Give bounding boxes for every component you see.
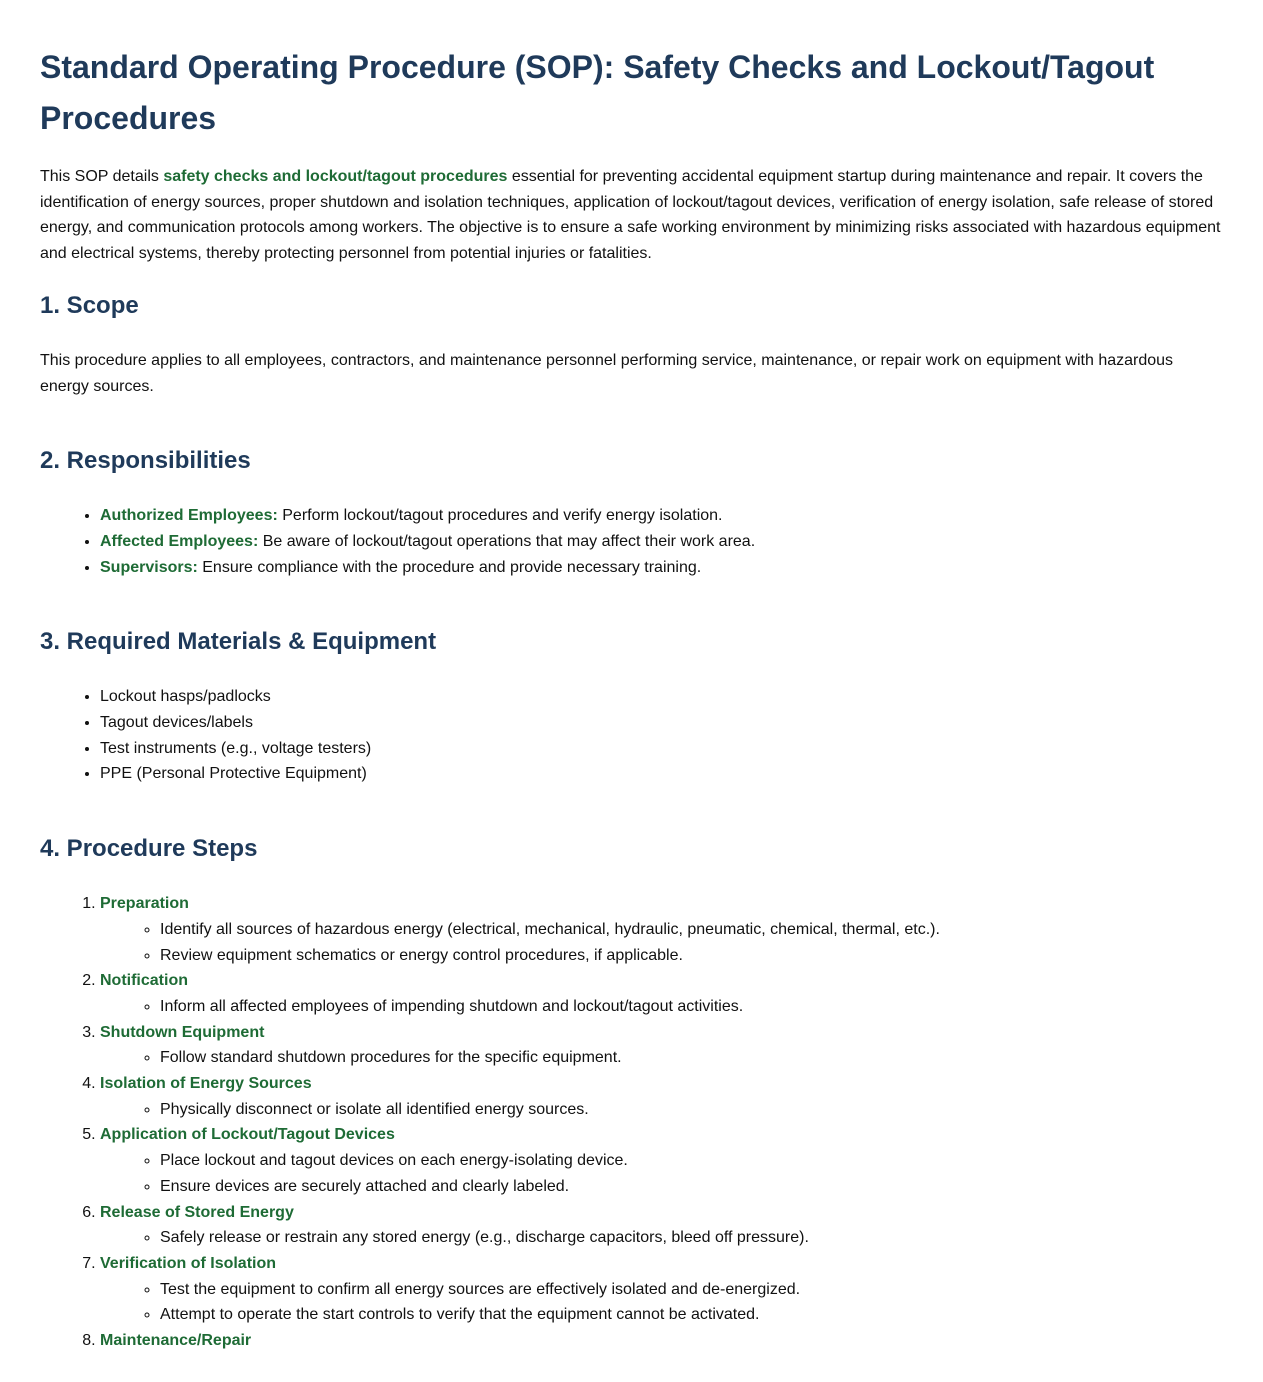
list-item: • Lockout hasps/padlocks	[100, 684, 1223, 710]
step-title: Verification of Isolation	[100, 1254, 277, 1272]
step-title: Maintenance/Repair	[100, 1332, 252, 1350]
substep-item: ◦ Ensure devices are securely attached and clearly labeled.	[160, 1174, 1223, 1200]
substep-item: ◦ Physically disconnect or isolate all identified energy sources.	[160, 1097, 1223, 1123]
intro-paragraph	[40, 164, 1223, 267]
substep-item: ◦ Review equipment schematics or energy control procedures, if applicable.	[160, 943, 1223, 969]
procedure-step	[100, 968, 1223, 1019]
substep-item: ◦ Follow standard shutdown procedures for the specific equipment.	[160, 1045, 1223, 1071]
step-title: Shutdown Equipment	[100, 1023, 265, 1041]
responsibilities-heading: 2. Responsibilities	[40, 447, 251, 475]
role-label: Authorized Employees:	[100, 507, 278, 525]
substep-item: ◦ Identify all sources of hazardous energy (electrical, mechanical, hydraulic, pneumatic, chemical, thermal, etc.).	[160, 917, 1223, 943]
step-title: Application of Lockout/Tagout Devices	[100, 1126, 395, 1144]
list-item: • Tagout devices/labels	[100, 710, 1223, 736]
step-title: Notification	[100, 972, 188, 990]
step-substeps	[100, 994, 1223, 1020]
step-substeps	[100, 1277, 1223, 1328]
intro-text-after: essential for preventing accidental equipment startup during maintenance and repair. It covers the identification of energy sources, proper shutdown and isolation techniques, application of lockout/tagout devices, verification of energy isolation, safe release of stored energy, and communication protocols among workers. The objective is to ensure a safe working environment by minimizing risks associated with hazardous equipment and electrical systems, thereby protecting personnel from potential injuries or fatalities.	[40, 168, 1221, 263]
procedure-heading: 4. Procedure Steps	[40, 835, 258, 863]
substep-item: ◦ Inform all affected employees of impending shutdown and lockout/tagout activities.	[160, 994, 1223, 1020]
procedure-step	[100, 1328, 1223, 1354]
scope-text: This procedure applies to all employees, contractors, and maintenance personnel performing service, maintenance, or repair work on equipment with hazardous energy sources.	[40, 351, 1174, 395]
role-label: Affected Employees:	[100, 532, 259, 550]
step-substeps	[100, 1097, 1223, 1123]
intro-highlight: safety checks and lockout/tagout procedures	[163, 168, 508, 185]
step-substeps	[100, 1148, 1223, 1199]
materials-heading: 3. Required Materials & Equipment	[40, 628, 437, 656]
materials-list	[40, 684, 1223, 787]
list-item: • Test instruments (e.g., voltage testers)	[100, 736, 1223, 762]
list-item	[100, 529, 1223, 555]
role-text: Perform lockout/tagout procedures and verify energy isolation.	[277, 507, 723, 525]
responsibilities-list	[40, 503, 1223, 580]
step-title: Isolation of Energy Sources	[100, 1075, 312, 1093]
procedure-step	[100, 1122, 1223, 1199]
role-text: Ensure compliance with the procedure and provide necessary training.	[197, 558, 702, 576]
substep-item: ◦ Place lockout and tagout devices on each energy-isolating device.	[160, 1148, 1223, 1174]
procedure-step	[100, 1200, 1223, 1251]
procedure-step	[100, 1251, 1223, 1328]
page-title: Standard Operating Procedure (SOP): Safety Checks and Lockout/Tagout Procedures	[40, 49, 1155, 136]
list-item: • PPE (Personal Protective Equipment)	[100, 761, 1223, 787]
scope-heading: 1. Scope	[40, 291, 139, 319]
procedure-step	[100, 1020, 1223, 1071]
step-substeps	[100, 917, 1223, 968]
step-title: Release of Stored Energy	[100, 1203, 294, 1221]
procedure-step	[100, 1071, 1223, 1122]
list-item	[100, 503, 1223, 529]
procedure-steps-list	[40, 891, 1223, 1354]
list-item	[100, 555, 1223, 581]
step-title: Preparation	[100, 895, 189, 913]
role-label: Supervisors:	[100, 558, 198, 576]
substep-item: ◦ Attempt to operate the start controls to verify that the equipment cannot be activated.	[160, 1302, 1223, 1328]
intro-text-before: This SOP details	[40, 168, 164, 185]
role-text: Be aware of lockout/tagout operations that may affect their work area.	[258, 532, 756, 550]
step-substeps	[100, 1225, 1223, 1251]
substep-item: ◦ Test the equipment to confirm all energy sources are effectively isolated and de-energized.	[160, 1277, 1223, 1303]
substep-item: ◦ Safely release or restrain any stored energy (e.g., discharge capacitors, bleed off pressure).	[160, 1225, 1223, 1251]
step-substeps	[100, 1045, 1223, 1071]
procedure-step	[100, 891, 1223, 968]
